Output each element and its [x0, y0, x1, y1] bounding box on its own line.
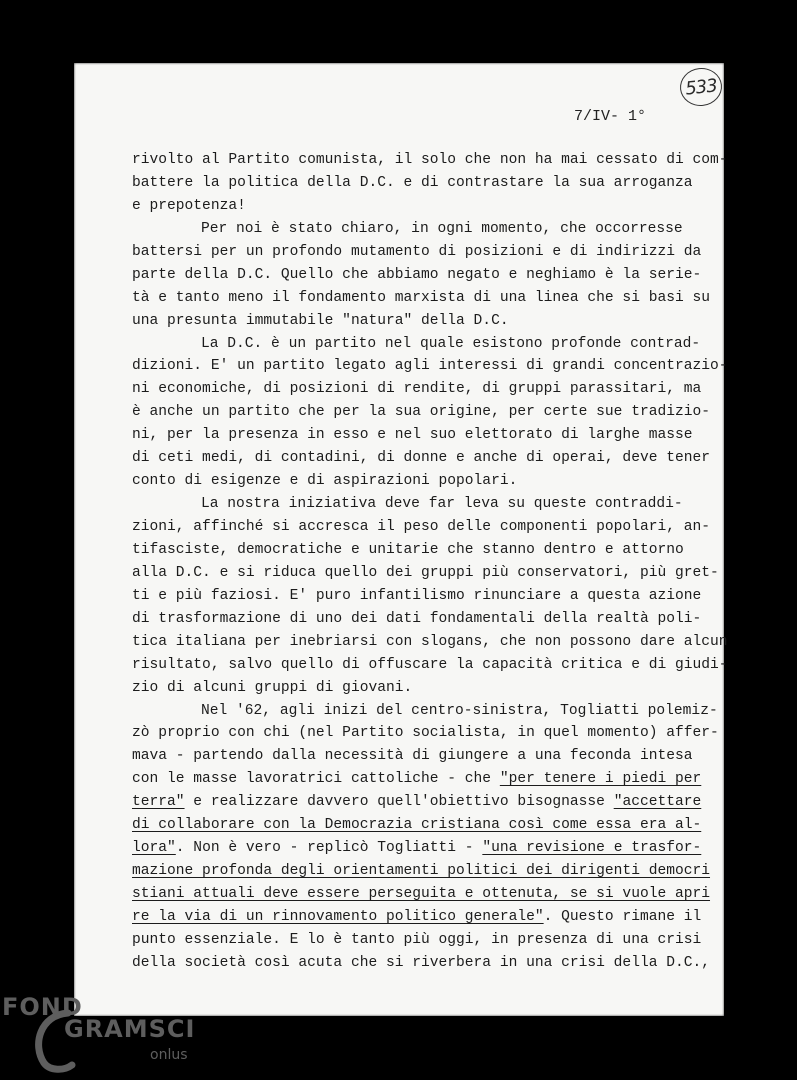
quote-line-underlined: mazione profonda degli orientamenti politici dei dirigenti democri	[132, 863, 711, 880]
text-line: battere la politica della D.C. e di contrastare la sua arroganza	[132, 174, 693, 191]
quote-line-underlined: di collaborare con la Democrazia cristiana così come essa era al-	[132, 817, 702, 834]
page-reference: 7/IV- 1°	[574, 108, 647, 125]
text-line: battersi per un profondo mutamento di posizioni e di indirizzi da	[132, 243, 702, 260]
text-line: di trasformazione di uno dei dati fondamentali della realtà poli-	[132, 610, 702, 627]
text-line: Nel '62, agli inizi del centro-sinistra, Togliatti polemiz-	[201, 702, 718, 719]
quote-underlined: "per tenere i piedi per	[499, 771, 702, 788]
folio-number: 533	[684, 74, 718, 100]
text-segment: . Questo rimane il	[543, 908, 702, 925]
text-line: Per noi è stato chiaro, in ogni momento, che occorresse	[201, 220, 683, 237]
text-line: La D.C. è un partito nel quale esistono profonde contrad-	[201, 335, 701, 352]
text-line: parte della D.C. Quello che abbiamo negato e neghiamo è la serie-	[132, 266, 702, 283]
text-line: una presunta immutabile "natura" della D.C.	[132, 312, 509, 329]
text-segment: e realizzare davvero quell'obiettivo bisognasse	[184, 794, 614, 811]
text-line: risultato, salvo quello di offuscare la capacità critica e di giudi-	[132, 656, 728, 673]
folio-stamp	[678, 66, 724, 108]
quote-underlined: lora"	[132, 840, 176, 857]
text-line: ni, per la presenza in esso e nel suo elettorato di larghe masse	[132, 427, 693, 444]
text-line: zioni, affinché si accresca il peso delle componenti popolari, an-	[132, 519, 711, 535]
text-line: zò proprio con chi (nel Partito socialista, in quel momento) affer-	[132, 725, 719, 742]
document-body	[132, 149, 732, 975]
text-line: zio di alcuni gruppi di giovani.	[132, 679, 413, 696]
text-line: La nostra iniziativa deve far leva su queste contraddi-	[201, 496, 683, 513]
text-line: alla D.C. e si riduca quello dei gruppi più conservatori, più gret-	[132, 564, 719, 581]
text-line: tifasciste, democratiche e unitarie che stanno dentro e attorno	[132, 541, 684, 558]
text-line	[132, 791, 732, 814]
watermark-fond: FOND	[2, 993, 83, 1021]
quote-underlined: terra"	[132, 794, 185, 811]
text-line	[132, 906, 732, 929]
text-segment: con le masse lavoratrici cattoliche - che	[132, 771, 492, 788]
archive-watermark	[0, 985, 200, 1080]
quote-line-underlined: stiani attuali deve essere perseguita e ottenuta, se si vuole apri	[132, 886, 711, 902]
text-line: della società così acuta che si riverbera in una crisi della D.C.,	[132, 954, 711, 971]
text-line: dizioni. E' un partito legato agli interessi di grandi concentrazio-	[132, 358, 728, 375]
text-line	[132, 837, 732, 860]
text-line: conto di esigenze e di aspirazioni popolari.	[132, 473, 518, 490]
text-segment: . Non è vero - replicò Togliatti -	[175, 840, 483, 857]
quote-underlined: "una revisione e trasfor-	[482, 840, 702, 857]
document-page	[74, 63, 728, 1016]
text-line: tà e tanto meno il fondamento marxista di una linea che si basi su	[132, 289, 711, 306]
quote-underlined: "accettare	[613, 794, 702, 811]
watermark-gramsci: GRAMSCI	[64, 1015, 196, 1043]
watermark-onlus: onlus	[150, 1047, 188, 1063]
text-line: punto essenziale. E lo è tanto più oggi, in presenza di una crisi	[132, 931, 702, 948]
text-line	[132, 768, 732, 791]
text-line: rivolto al Partito comunista, il solo che non ha mai cessato di com-	[132, 152, 728, 168]
text-line: è anche un partito che per la sua origine, per certe sue tradizio-	[132, 404, 711, 421]
text-line: di ceti medi, di contadini, di donne e anche di operai, deve tener	[132, 450, 711, 467]
text-line: tica italiana per inebriarsi con slogans, che non possono dare alcun	[132, 633, 728, 650]
text-line: ti e più faziosi. E' puro infantilismo rinunciare a questa azione	[132, 587, 702, 604]
text-line: e prepotenza!	[132, 197, 246, 214]
text-line: mava - partendo dalla necessità di giungere a una feconda intesa	[132, 748, 693, 765]
quote-underlined: re la via di un rinnovamento politico generale"	[132, 908, 544, 925]
text-line: ni economiche, di posizioni di rendite, di gruppi parassitari, ma	[132, 381, 702, 398]
